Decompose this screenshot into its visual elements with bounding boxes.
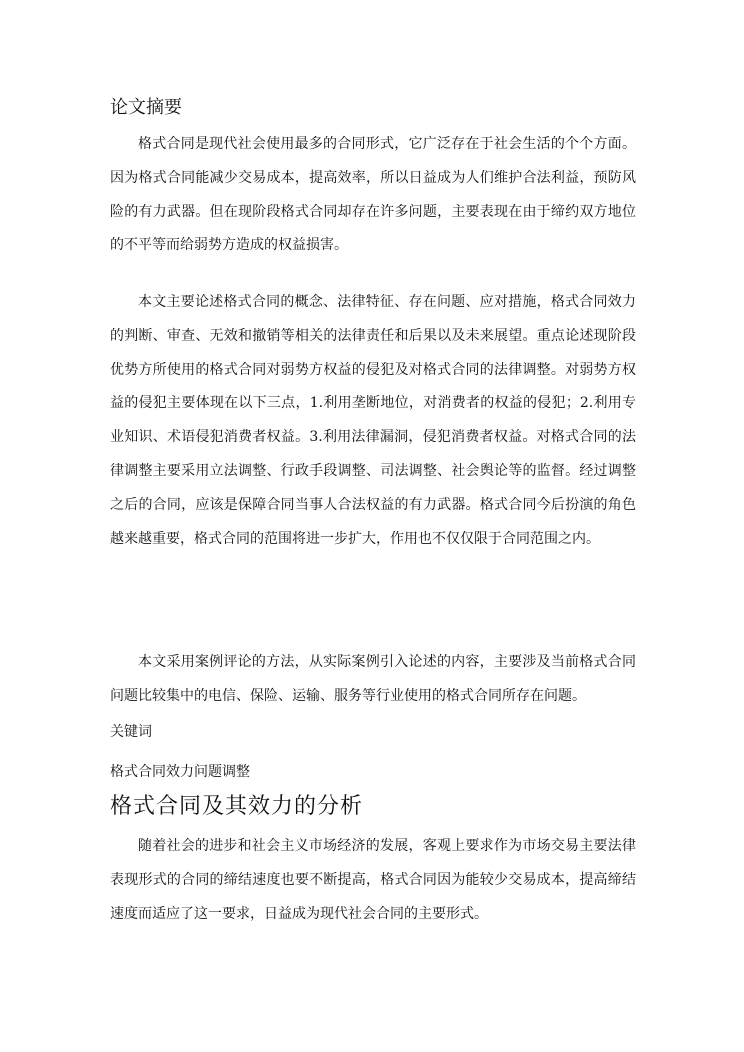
keywords-label: 关键词 — [110, 724, 152, 740]
abstract-paragraph-2: 本文主要论述格式合同的概念、法律特征、存在问题、应对措施，格式合同效力的判断、审查、无效和撤销等相关的法律责任和后果以及未来展望。重点论述现阶段优势方所使用的格式合同对弱势方权益的侵犯及对格式合同的法律调整。对弱势方权益的侵犯主要体现在以下三点，1.利用垄断地位，对消费者的权益的侵犯；2.利用专业知识、术语侵犯消费者权益。3.利用法律漏洞，侵犯消费者权益。对格式合同的法律调整主要采用立法调整、行政手段调整、司法调整、社会舆论等的监督。经过调整之后的合同，应该是保障合同当事人合法权益的有力武器。格式合同今后扮演的角色越来越重要，格式合同的范围将进一步扩大，作用也不仅仅限于合同范围之内。 — [110, 294, 636, 547]
keywords-value: 格式合同效力问题调整 — [110, 764, 250, 780]
abstract-paragraph-1: 格式合同是现代社会使用最多的合同形式，它广泛存在于社会生活的个个方面。因为格式合同能减少交易成本，提高效率，所以日益成为人们维护合法利益，预防风险的有力武器。但在现阶段格式合同却存在许多问题，主要表现在由于缔约双方地位的不平等而给弱势方造成的权益损害。 — [110, 136, 636, 254]
abstract-paragraph-3: 本文采用案例评论的方法，从实际案例引入论述的内容，主要涉及当前格式合同问题比较集中的电信、保险、运输、服务等行业使用的格式合同所存在问题。 — [110, 654, 636, 704]
abstract-heading: 论文摘要 — [110, 97, 182, 118]
section-paragraph-1: 随着社会的进步和社会主义市场经济的发展，客观上要求作为市场交易主要法律表现形式的合同的缔结速度也要不断提高，格式合同因为能较少交易成本，提高缔结速度而适应了这一要求，日益成为现代社会合同的主要形式。 — [110, 838, 636, 922]
section-heading: 格式合同及其效力的分析 — [110, 794, 364, 819]
